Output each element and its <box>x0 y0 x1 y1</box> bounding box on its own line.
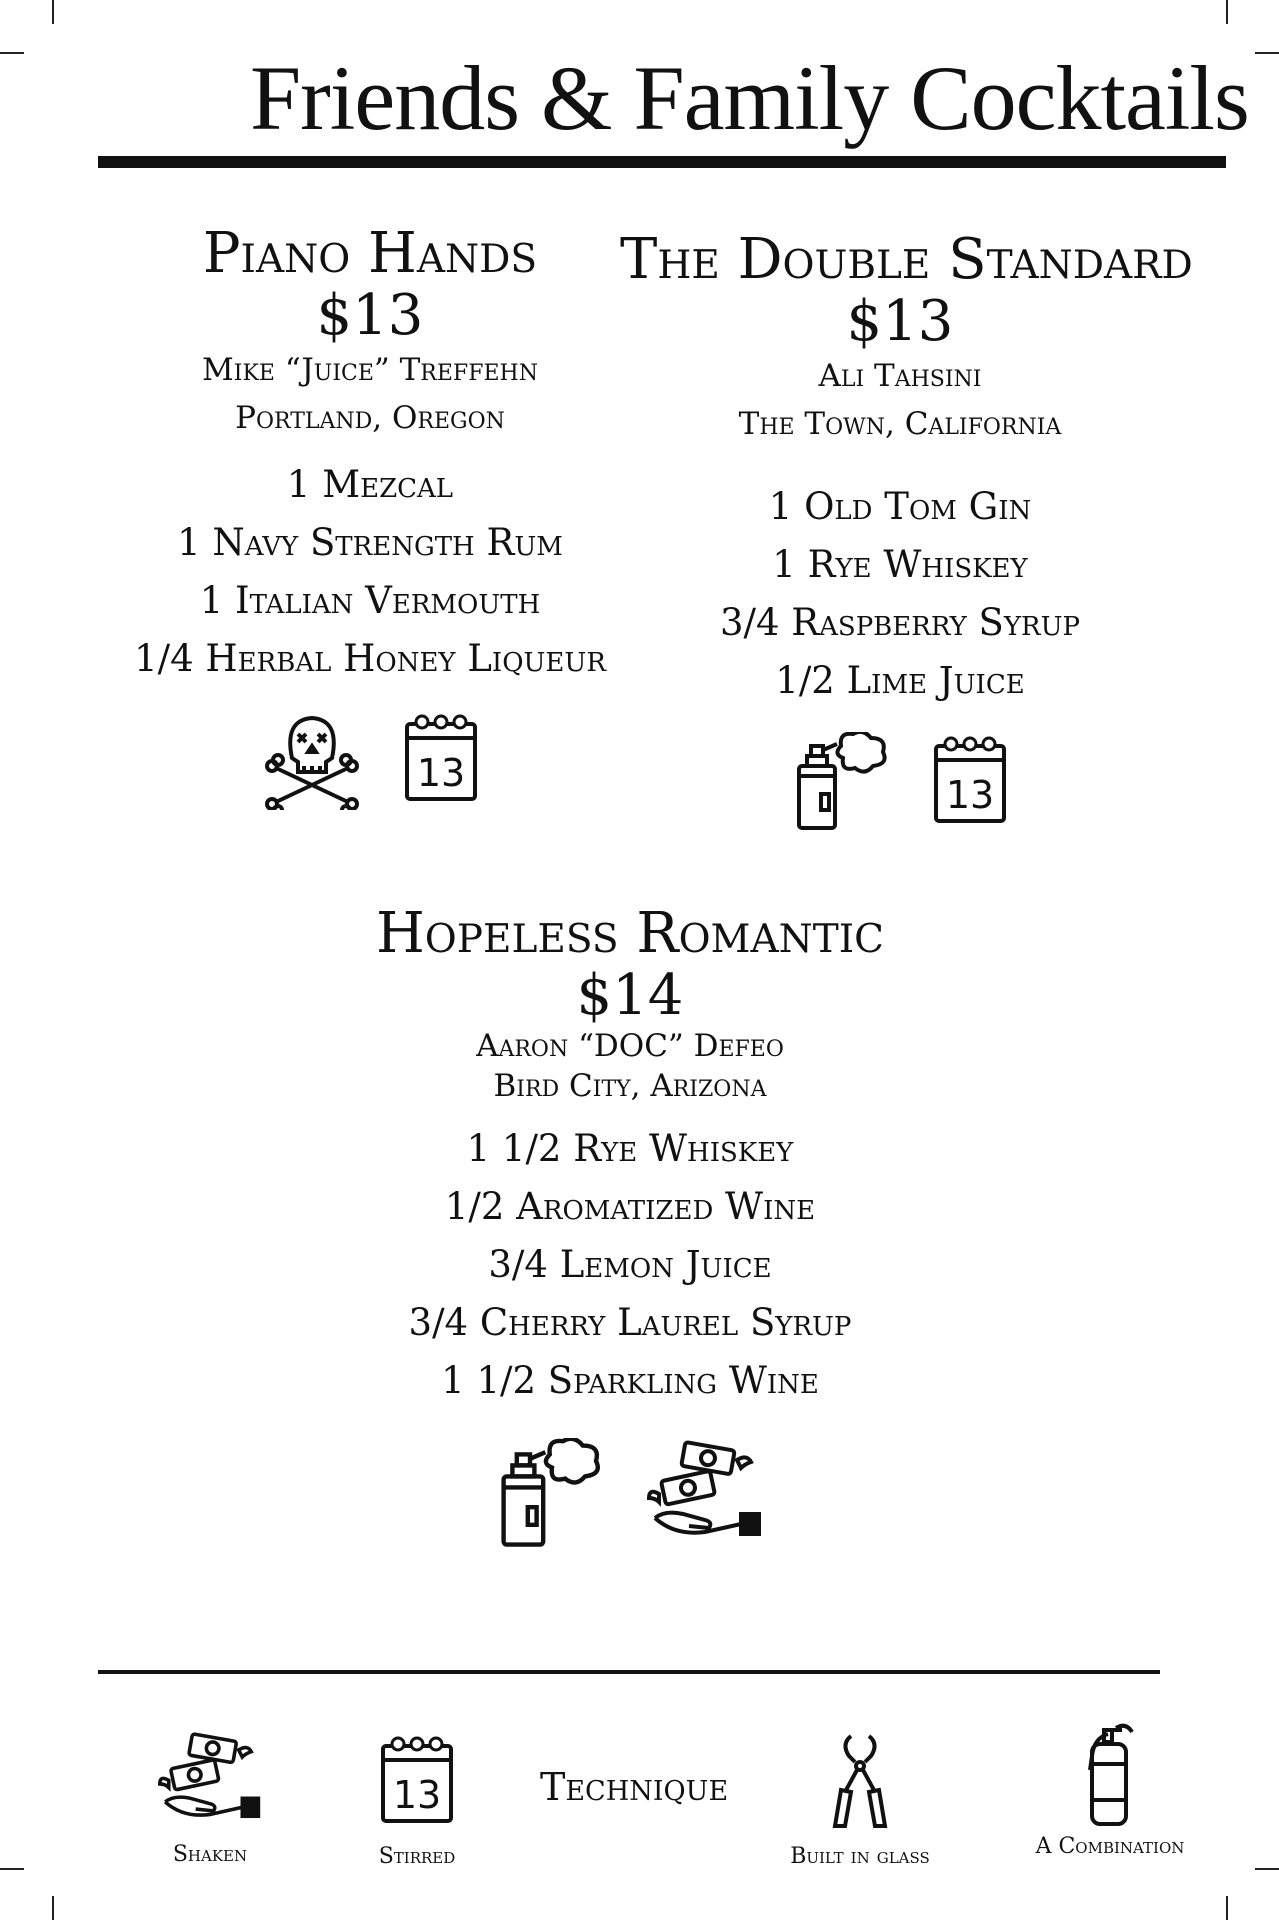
ingredient: 3/4 Cherry Laurel Syrup <box>408 1301 852 1344</box>
title-rule <box>98 156 1226 168</box>
cocktail-piano-hands <box>100 222 640 810</box>
fire-extinguisher-icon <box>1010 1720 1210 1828</box>
cocktail-origin: Portland, Oregon <box>235 400 505 436</box>
cocktail-origin: The Town, California <box>738 406 1062 442</box>
ingredient-list <box>100 456 640 688</box>
calendar-number: 13 <box>392 1773 442 1817</box>
cocktail-price: $13 <box>846 289 954 354</box>
cocktail-name: Hopeless Romantic <box>375 901 885 966</box>
money-hand-icon <box>150 1730 270 1820</box>
ingredient: 1 Rye Whiskey <box>772 543 1028 586</box>
cocktail-creator: Mike “Juice” Treffehn <box>202 352 538 388</box>
legend-stirred <box>357 1732 477 1869</box>
skull-crossbones-icon <box>262 710 362 810</box>
crop-mark <box>1226 0 1228 24</box>
crop-mark <box>1226 1896 1228 1920</box>
ingredient: 1 Italian Vermouth <box>199 579 541 622</box>
cocktail-origin: Bird City, Arizona <box>493 1068 767 1104</box>
technique-legend <box>0 1720 1279 1880</box>
spray-can-icon <box>793 732 893 832</box>
crop-mark <box>52 1896 54 1920</box>
legend-label: Built in glass <box>790 1844 930 1869</box>
cocktail-creator: Ali Tahsini <box>818 358 982 394</box>
ingredient: 1/2 Lime Juice <box>775 659 1025 702</box>
cocktail-name: Piano Hands <box>202 221 538 286</box>
legend-a-combination <box>1010 1720 1210 1859</box>
ingredient-list <box>620 478 1180 710</box>
ingredient: 3/4 Lemon Juice <box>488 1243 772 1286</box>
calendar-13-icon <box>357 1732 477 1824</box>
spray-can-icon <box>497 1438 607 1550</box>
crop-mark <box>1255 52 1279 54</box>
cocktail-name: The Double Standard <box>620 227 1193 292</box>
ingredient: 1 Navy Strength Rum <box>177 521 563 564</box>
legend-shaken <box>150 1730 270 1867</box>
ingredient: 1 1/2 Sparkling Wine <box>441 1359 819 1402</box>
ingredient: 1 Mezcal <box>286 463 454 506</box>
ingredient: 1/2 Aromatized Wine <box>444 1185 816 1228</box>
legend-label: Shaken <box>172 1842 248 1867</box>
page-title: Friends & Family Cocktails <box>250 47 1249 149</box>
crop-mark <box>52 0 54 24</box>
bolt-cutter-icon <box>770 1732 950 1830</box>
cocktail-price: $13 <box>316 283 424 348</box>
ingredient: 1 1/2 Rye Whiskey <box>466 1127 794 1170</box>
cocktail-creator: Aaron “DOC” Defeo <box>476 1028 784 1064</box>
calendar-number: 13 <box>945 773 995 817</box>
money-hand-icon <box>647 1438 763 1550</box>
legend-heading: Technique <box>540 1765 729 1809</box>
ingredient-list <box>340 1120 920 1410</box>
ingredient: 1/4 Herbal Honey Liqueur <box>134 637 606 680</box>
footer-rule <box>98 1670 1160 1674</box>
calendar-13-icon <box>933 732 1007 832</box>
legend-built-in-glass <box>770 1732 950 1869</box>
legend-label: A Combination <box>1035 1834 1185 1859</box>
ingredient: 3/4 Raspberry Syrup <box>719 601 1081 644</box>
calendar-number: 13 <box>416 751 466 795</box>
ingredient: 1 Old Tom Gin <box>768 485 1032 528</box>
calendar-13-icon <box>404 710 478 810</box>
crop-mark <box>0 52 24 54</box>
cocktail-double-standard <box>620 227 1193 832</box>
cocktail-price: $14 <box>576 963 684 1028</box>
cocktail-hopeless-romantic <box>340 902 920 1550</box>
legend-label: Stirred <box>378 1844 456 1869</box>
